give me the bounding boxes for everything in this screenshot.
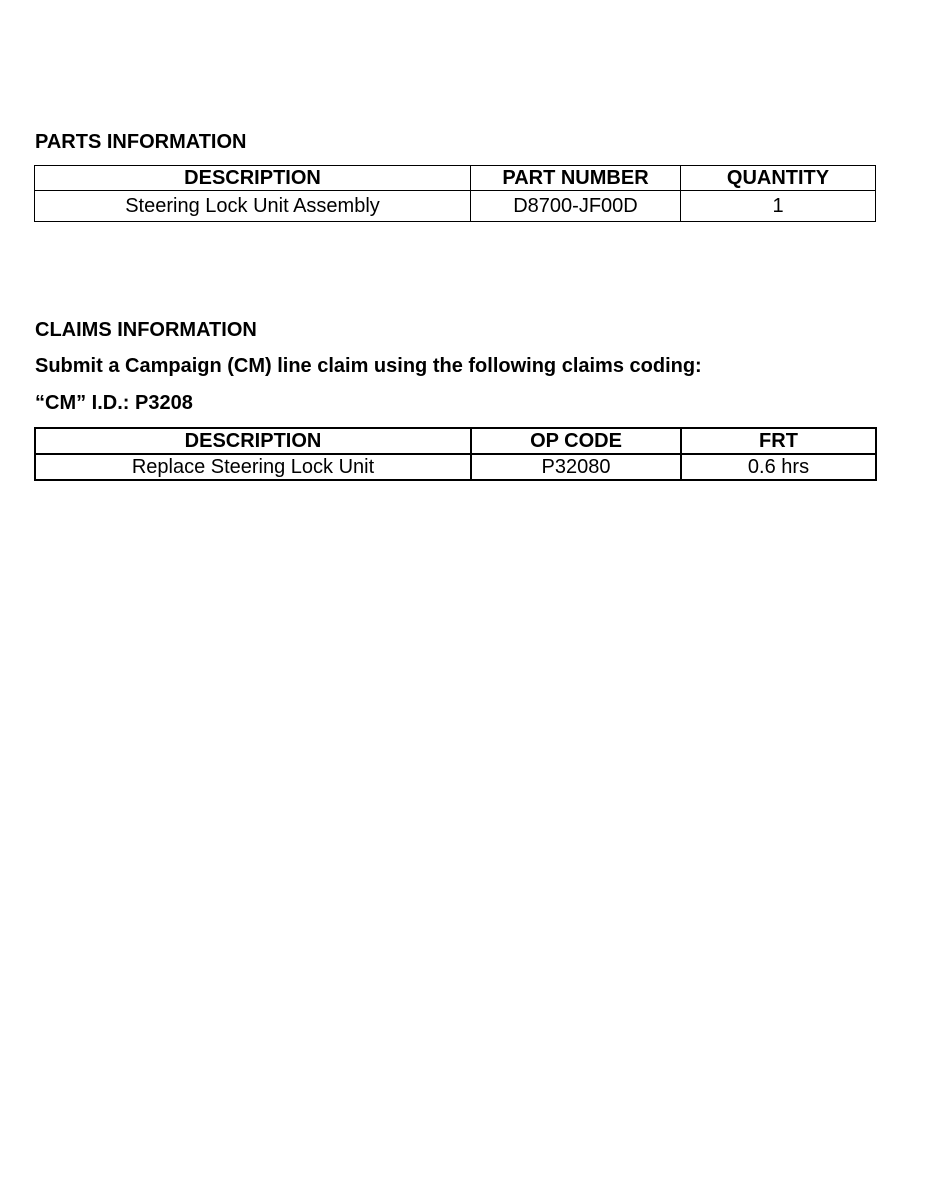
claims-col-op-code: OP CODE	[471, 428, 681, 454]
claims-header-row	[35, 428, 876, 454]
cm-id-line: “CM” I.D.: P3208	[35, 392, 193, 414]
table-row	[35, 191, 876, 222]
parts-header-row	[35, 166, 876, 191]
parts-information-heading: PARTS INFORMATION	[35, 131, 247, 153]
parts-col-part-number: PART NUMBER	[471, 166, 681, 191]
claims-information-heading: CLAIMS INFORMATION	[35, 319, 257, 341]
claims-cell-frt: 0.6 hrs	[681, 454, 876, 480]
parts-table	[34, 165, 876, 222]
parts-col-description: DESCRIPTION	[35, 166, 471, 191]
claims-col-description: DESCRIPTION	[35, 428, 471, 454]
claims-table	[34, 427, 877, 481]
parts-cell-description: Steering Lock Unit Assembly	[35, 191, 471, 222]
claims-col-frt: FRT	[681, 428, 876, 454]
claims-cell-op-code: P32080	[471, 454, 681, 480]
claims-instruction: Submit a Campaign (CM) line claim using the following claims coding:	[35, 355, 702, 377]
table-row	[35, 454, 876, 480]
claims-cell-description: Replace Steering Lock Unit	[35, 454, 471, 480]
parts-cell-quantity: 1	[681, 191, 876, 222]
parts-col-quantity: QUANTITY	[681, 166, 876, 191]
parts-cell-part-number: D8700-JF00D	[471, 191, 681, 222]
